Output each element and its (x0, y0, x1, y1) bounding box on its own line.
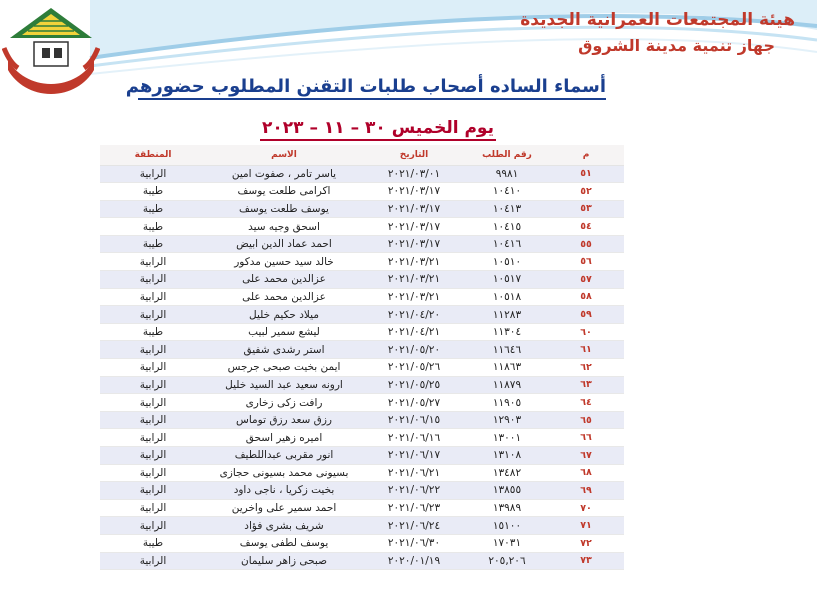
table-row (100, 429, 624, 447)
request-date: ٢٠٢١/٠٦/١٧ (362, 447, 466, 465)
request-date: ٢٠٢١/٠٤/٢٠ (362, 306, 466, 324)
table-body (100, 165, 624, 570)
request-number: ١١٩٠٥ (466, 394, 548, 412)
request-date: ٢٠٢١/٠٤/٢١ (362, 323, 466, 341)
request-number: ٢٠٥,٢٠٦ (466, 552, 548, 570)
column-header-date: التاريخ (362, 145, 466, 165)
table-row (100, 517, 624, 535)
row-number: ٥٤ (548, 218, 624, 236)
table-row (100, 323, 624, 341)
table-header-row (100, 145, 624, 165)
request-number: ١١٢٨٣ (466, 306, 548, 324)
request-number: ١٠٤١٥ (466, 218, 548, 236)
table-row (100, 376, 624, 394)
row-number: ٥٥ (548, 235, 624, 253)
applicant-name: رزق سعد رزق توماس (206, 411, 362, 429)
applicant-name: احمد عماد الدين ابيض (206, 235, 362, 253)
applicant-name: ايمن بخيت صبحى جرجس (206, 359, 362, 377)
area-name: الرابية (100, 359, 206, 377)
table-row (100, 306, 624, 324)
applicant-name: ليشع سمير لبيب (206, 323, 362, 341)
row-number: ٧١ (548, 517, 624, 535)
table-row (100, 534, 624, 552)
row-number: ٦٥ (548, 411, 624, 429)
applicant-name: بخيت زكريا ، ناجى داود (206, 482, 362, 500)
table-row (100, 341, 624, 359)
row-number: ٦٩ (548, 482, 624, 500)
request-number: ٩٩٨١ (466, 165, 548, 183)
applicant-name: عزالدين محمد على (206, 288, 362, 306)
request-number: ١٠٥١٠ (466, 253, 548, 271)
applicant-name: اسحق وجيه سيد (206, 218, 362, 236)
area-name: الرابية (100, 517, 206, 535)
applicant-name: انور مقربى عبداللطيف (206, 447, 362, 465)
request-number: ١٣٨٥٥ (466, 482, 548, 500)
area-name: طيبة (100, 534, 206, 552)
row-number: ٧٢ (548, 534, 624, 552)
applicant-name: رافت زكى زخارى (206, 394, 362, 412)
request-date: ٢٠٢١/٠٥/٢٥ (362, 376, 466, 394)
request-date: ٢٠٢١/٠٣/٢١ (362, 253, 466, 271)
column-header-request: رقم الطلب (466, 145, 548, 165)
table-row (100, 464, 624, 482)
row-number: ٥١ (548, 165, 624, 183)
table-row (100, 411, 624, 429)
row-number: ٥٢ (548, 183, 624, 201)
applicant-name: يوسف طلعت يوسف (206, 200, 362, 218)
table-row (100, 394, 624, 412)
area-name: طيبة (100, 218, 206, 236)
table-row (100, 552, 624, 570)
request-number: ١٠٤١٠ (466, 183, 548, 201)
request-number: ١٣٩٨٩ (466, 499, 548, 517)
area-name: الرابية (100, 447, 206, 465)
applicant-name: بسيونى محمد بسيونى حجازى (206, 464, 362, 482)
area-name: طيبة (100, 235, 206, 253)
row-number: ٧٠ (548, 499, 624, 517)
request-date: ٢٠٢١/٠٦/٣٠ (362, 534, 466, 552)
applicant-name: شريف بشرى فؤاد (206, 517, 362, 535)
request-number: ١١٨٦٣ (466, 359, 548, 377)
area-name: الرابية (100, 376, 206, 394)
applicant-name: يوسف لطفى يوسف (206, 534, 362, 552)
attendees-table (100, 145, 624, 570)
request-date: ٢٠٢١/٠٣/١٧ (362, 183, 466, 201)
area-name: طيبة (100, 183, 206, 201)
request-number: ١٣٠٠١ (466, 429, 548, 447)
area-name: الرابية (100, 482, 206, 500)
applicant-name: صبحى زاهر سليمان (206, 552, 362, 570)
row-number: ٦٧ (548, 447, 624, 465)
row-number: ٥٣ (548, 200, 624, 218)
area-name: الرابية (100, 429, 206, 447)
organization-title: هيئة المجتمعات العمرانية الجديدة (520, 10, 795, 30)
column-header-number: م (548, 145, 624, 165)
applicant-name: اكرامى طلعت يوسف (206, 183, 362, 201)
row-number: ٦٣ (548, 376, 624, 394)
city-logo (2, 4, 100, 96)
request-date: ٢٠٢١/٠٥/٢٧ (362, 394, 466, 412)
applicant-name: اميره زهير اسحق (206, 429, 362, 447)
table-row (100, 499, 624, 517)
column-header-area: المنطقة (100, 145, 206, 165)
request-date: ٢٠٢١/٠٦/٢٣ (362, 499, 466, 517)
row-number: ٦٠ (548, 323, 624, 341)
request-date: ٢٠٢١/٠٣/٢١ (362, 288, 466, 306)
request-number: ١٥١٠٠ (466, 517, 548, 535)
request-number: ١٠٥١٧ (466, 271, 548, 289)
row-number: ٧٣ (548, 552, 624, 570)
area-name: الرابية (100, 552, 206, 570)
applicant-name: خالد سيد حسين مدكور (206, 253, 362, 271)
request-number: ١٠٤١٣ (466, 200, 548, 218)
request-date: ٢٠٢١/٠٥/٢٦ (362, 359, 466, 377)
request-number: ١١٨٧٩ (466, 376, 548, 394)
request-date: ٢٠٢١/٠٣/١٧ (362, 235, 466, 253)
request-date: ٢٠٢١/٠٣/١٧ (362, 218, 466, 236)
row-number: ٦١ (548, 341, 624, 359)
area-name: الرابية (100, 271, 206, 289)
request-date: ٢٠٢١/٠٣/٠١ (362, 165, 466, 183)
applicant-name: استر رشدى شفيق (206, 341, 362, 359)
row-number: ٦٤ (548, 394, 624, 412)
area-name: الرابية (100, 165, 206, 183)
area-name: الرابية (100, 288, 206, 306)
request-date: ٢٠٢١/٠٦/٢٢ (362, 482, 466, 500)
list-title: أسماء الساده أصحاب طلبات التقنن المطلوب حضورهم (138, 76, 606, 100)
request-number: ١٠٥١٨ (466, 288, 548, 306)
table-row (100, 253, 624, 271)
request-date: ٢٠٢١/٠٦/٢١ (362, 464, 466, 482)
table-row (100, 183, 624, 201)
request-number: ١٧٠٣١ (466, 534, 548, 552)
applicant-name: احمد سمير على واخرين (206, 499, 362, 517)
request-number: ١٣١٠٨ (466, 447, 548, 465)
area-name: الرابية (100, 464, 206, 482)
area-name: الرابية (100, 411, 206, 429)
area-name: الرابية (100, 394, 206, 412)
request-date: ٢٠٢١/٠٣/٢١ (362, 271, 466, 289)
row-number: ٦٦ (548, 429, 624, 447)
applicant-name: ميلاد حكيم خليل (206, 306, 362, 324)
row-number: ٦٢ (548, 359, 624, 377)
row-number: ٥٨ (548, 288, 624, 306)
request-date: ٢٠٢١/٠٣/١٧ (362, 200, 466, 218)
area-name: الرابية (100, 341, 206, 359)
request-date: ٢٠٢١/٠٦/١٥ (362, 411, 466, 429)
row-number: ٦٨ (548, 464, 624, 482)
row-number: ٥٩ (548, 306, 624, 324)
table-row (100, 447, 624, 465)
column-header-name: الاسم (206, 145, 362, 165)
request-number: ١٣٤٨٢ (466, 464, 548, 482)
applicant-name: ارونه سعيد عبد السيد خليل (206, 376, 362, 394)
area-name: طيبة (100, 200, 206, 218)
organization-subtitle: جهاز تنمية مدينة الشروق (578, 36, 775, 55)
request-number: ١١٦٤٦ (466, 341, 548, 359)
request-date: ٢٠٢٠/٠١/١٩ (362, 552, 466, 570)
table-row (100, 200, 624, 218)
table-row (100, 271, 624, 289)
applicant-name: عزالدين محمد على (206, 271, 362, 289)
request-date: ٢٠٢١/٠٦/٢٤ (362, 517, 466, 535)
area-name: طيبة (100, 323, 206, 341)
row-number: ٥٦ (548, 253, 624, 271)
table-row (100, 288, 624, 306)
request-number: ١١٣٠٤ (466, 323, 548, 341)
session-date: يوم الخميس ٣٠ – ١١ – ٢٠٢٣ (260, 118, 496, 141)
area-name: الرابية (100, 306, 206, 324)
request-date: ٢٠٢١/٠٦/١٦ (362, 429, 466, 447)
table-row (100, 235, 624, 253)
table-row (100, 218, 624, 236)
row-number: ٥٧ (548, 271, 624, 289)
area-name: الرابية (100, 499, 206, 517)
area-name: الرابية (100, 253, 206, 271)
applicant-name: ياسر تامر ، صفوت امين (206, 165, 362, 183)
table-row (100, 359, 624, 377)
table-row (100, 482, 624, 500)
table-row (100, 165, 624, 183)
request-date: ٢٠٢١/٠٥/٢٠ (362, 341, 466, 359)
request-number: ١٠٤١٦ (466, 235, 548, 253)
request-number: ١٢٩٠٣ (466, 411, 548, 429)
